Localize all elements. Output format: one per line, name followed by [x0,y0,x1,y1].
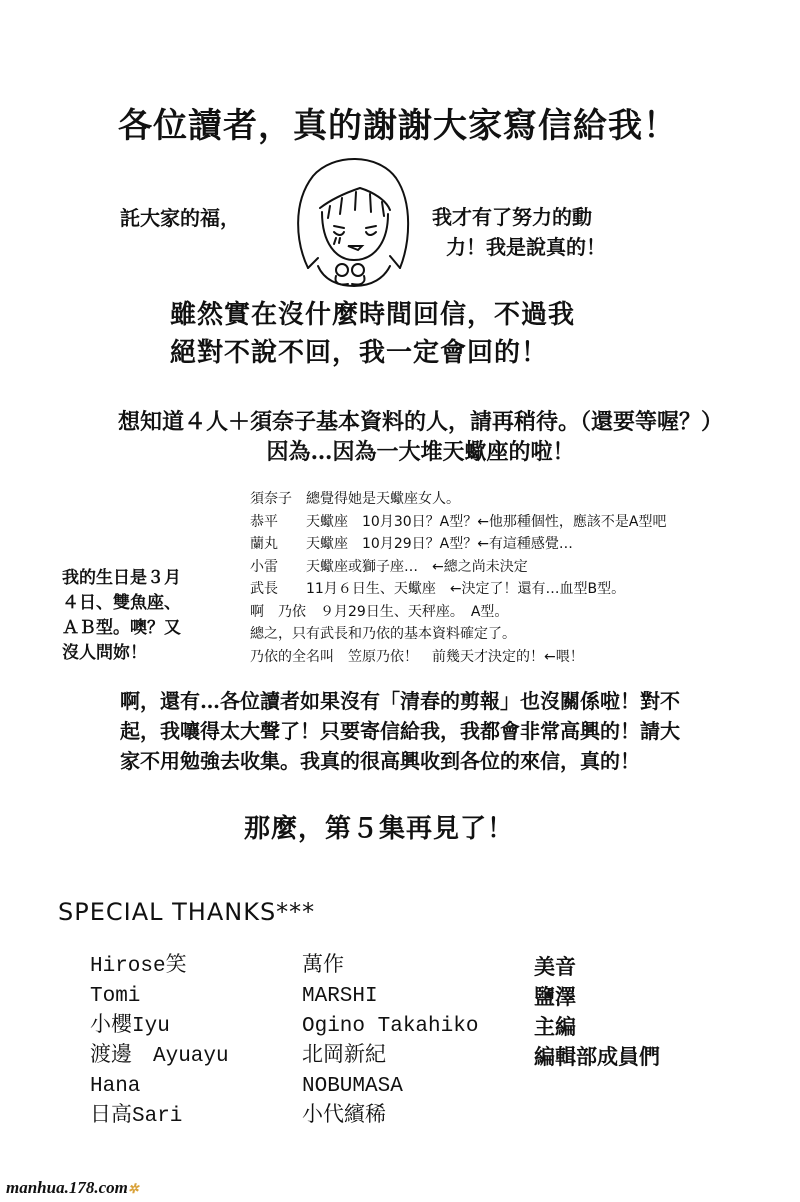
credit-name: 鹽澤 [534,984,576,1009]
credit-name: Hana [90,1075,141,1098]
star-icon: ✲ [127,1181,139,1196]
credit-name: 主編 [534,1014,576,1039]
credit-name: Tomi [90,985,141,1008]
profile-note-line: 啊 乃依 ９月29日生、天秤座。 A型。 [250,603,509,620]
credits-column-1 [90,952,229,1132]
credit-name: NOBUMASA [302,1075,403,1098]
profile-note-line: 小雷 天蠍座或獅子座… ←總之尚未決定 [250,558,528,575]
profile-notes [250,488,667,668]
thanks-left-text: 託大家的福， [120,206,240,230]
credits-column-3 [534,952,660,1072]
birthday-side-note: 我的生日是３月 ４日、雙魚座、 ＡＢ型。噢？又 沒人問妳！ [62,568,181,663]
farewell-text: 那麼，第５集再見了！ [244,814,515,844]
closing-paragraph: 啊，還有…各位讀者如果沒有「清春的剪報」也沒關係啦！對不 起，我嚷得太大聲了！只要寄信給我，我都會非常高興的！請大 家不用勉強去收集。我真的很高興收到各位的來信，真的！ [120,689,680,773]
site-watermark: manhua.178.com✲ [6,1178,139,1197]
credit-name: Ogino Takahiko [302,1015,479,1038]
profile-note-line: 武長 11月６日生、天蠍座 ←決定了！還有…血型B型。 [250,581,626,597]
girl-illustration [278,148,428,288]
credit-name: 日高Sari [90,1105,183,1128]
credit-name: 美音 [534,954,576,979]
credit-name: MARSHI [302,985,378,1008]
thanks-right-text: 我才有了努力的動 力！我是說真的！ [432,205,606,259]
credit-name: 編輯部成員們 [534,1044,660,1069]
credit-name: 小代繽稀 [302,1105,386,1128]
profile-note-line: 乃依的全名叫 笠原乃依！ 前幾天才決定的！←喂！ [250,648,584,665]
credit-name: 小櫻Iyu [90,1015,170,1038]
credits-column-2 [302,952,478,1132]
credit-name: 北岡新紀 [302,1045,386,1068]
profile-note-line: 須奈子 總覺得她是天蠍座女人。 [250,491,460,507]
promise-text: 雖然實在沒什麼時間回信，不過我 絕對不說不回，我一定會回的！ [170,300,576,368]
wait-notice: 想知道４人＋須奈子基本資料的人，請再稍待。（還要等喔？） 因為…因為一大堆天蠍座的啦！ [118,409,724,465]
special-thanks-title: SPECIAL THANKS*** [58,898,316,926]
profile-note-line: 總之，只有武長和乃依的基本資料確定了。 [250,626,516,642]
profile-note-line: 恭平 天蠍座 10月30日？A型？←他那種個性，應該不是A型吧 [250,513,667,530]
credit-name: Hirose笑 [90,955,187,978]
credit-name: 渡邊 Ayuayu [90,1045,229,1068]
profile-note-line: 蘭丸 天蠍座 10月29日？A型？←有這種感覺… [250,536,573,552]
page-heading: 各位讀者，真的謝謝大家寫信給我！ [118,106,678,146]
credit-name: 萬作 [302,955,344,978]
